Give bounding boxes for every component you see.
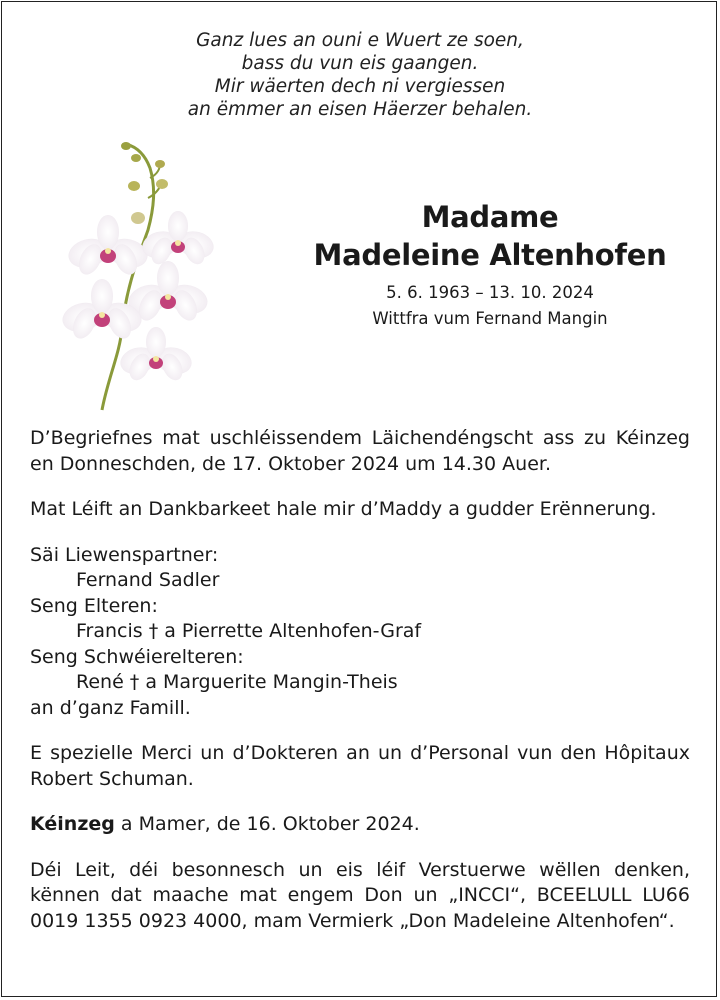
family-list — [30, 543, 690, 722]
deceased-heading — [290, 198, 690, 332]
deceased-name: Madeleine Altenhofen — [313, 238, 667, 272]
remembrance-paragraph: Mat Léift an Dankbarkeet hale mir d’Maddy a gudder Erënnerung. — [30, 498, 657, 520]
family-names: René † a Marguerite Mangin-Theis — [76, 671, 398, 693]
life-dates: 5. 6. 1963 – 13. 10. 2024 — [386, 283, 594, 302]
poem-line: Ganz lues an ouni e Wuert ze soen, — [196, 30, 524, 51]
family-label: Säi Liewenspartner: — [30, 543, 219, 566]
widow-of: Wittfra vum Fernand Mangin — [372, 309, 608, 328]
poem — [0, 29, 720, 121]
family-label: Seng Elteren: — [30, 594, 158, 617]
thanks-paragraph: E spezielle Merci un d’Dokteren an un d’Personal vun den Hôpitaux Robert Schuman. — [30, 742, 690, 790]
donation-paragraph: Déi Leit, déi besonnesch un eis léif Verstuerwe wëllen denken, kënnen dat maache mat engem Don un „INCCI“, BCEELULL LU66 0019 1355 0923 4000, mam Vermierk „Don Madeleine Altenhofen“. — [30, 858, 690, 932]
notice-body — [30, 426, 690, 934]
family-rest: an d’ganz Famill. — [30, 696, 191, 719]
family-label: Seng Schwéierelteren: — [30, 645, 244, 668]
place-rest: a Mamer, de 16. Oktober 2024. — [114, 813, 420, 835]
family-names: Francis † a Pierrette Altenhofen-Graf — [76, 620, 422, 642]
family-names: Fernand Sadler — [76, 569, 220, 591]
funeral-paragraph: D’Begriefnes mat uschléissendem Läichendéngscht ass zu Kéinzeg en Donneschden, de 17. Oktober 2024 um 14.30 Auer. — [30, 427, 690, 475]
place-city: Kéinzeg — [30, 813, 115, 835]
poem-line: Mir wäerten dech ni vergiessen — [214, 76, 506, 97]
honorific: Madame — [421, 200, 559, 234]
poem-line: an ëmmer an eisen Häerzer behalen. — [187, 99, 533, 120]
place-date — [30, 812, 690, 838]
poem-line: bass du vun eis gaangen. — [241, 53, 479, 74]
orchid-illustration — [60, 138, 230, 414]
